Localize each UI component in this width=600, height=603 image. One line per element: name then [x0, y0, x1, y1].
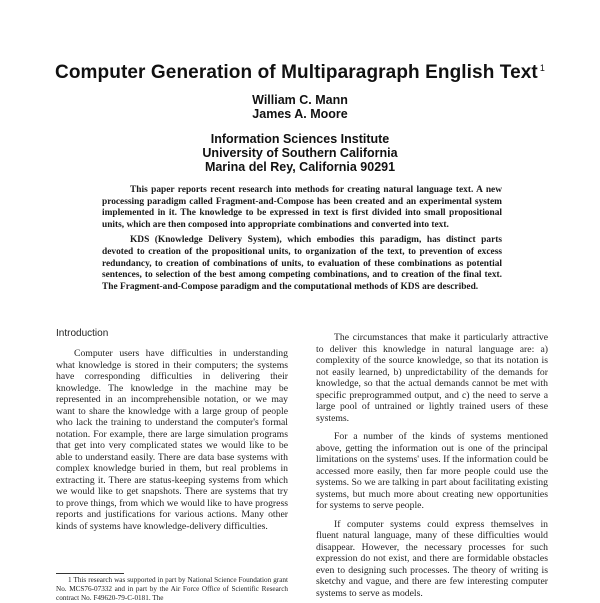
- right-paragraph-2: For a number of the kinds of systems mentioned above, getting the information out is one of the principal limitations on the systems' uses. If the information could be accessed more easily, then far more people could use the systems. So we are talking in part about facilitating existing systems, but much more about creating new opportunities for systems to serve people.: [316, 431, 548, 511]
- affiliation-institute: Information Sciences Institute: [210, 132, 390, 146]
- left-column: [56, 348, 288, 532]
- footnote-rule: [56, 573, 124, 574]
- affiliation-address: Marina del Rey, California 90291: [204, 160, 396, 174]
- paper-title: [20, 62, 580, 84]
- right-paragraph-1: The circumstances that make it particularly attractive to deliver this knowledge in natural language are: a) complexity of the source knowledge, so that its notation is not easily learned, b) unpredictability of the demands for knowledge, so that the actual demands cannot be met with specific preprogrammed output, and c) the need to serve a large pool of untrained or lightly trained users of these systems.: [316, 332, 548, 424]
- title-text: Computer Generation of Multiparagraph English Text: [55, 62, 538, 83]
- author-2: James A. Moore: [252, 107, 348, 121]
- author-1: William C. Mann: [252, 93, 348, 107]
- right-column: [316, 332, 548, 600]
- section-heading-introduction: Introduction: [56, 328, 109, 339]
- right-paragraph-3: If computer systems could express themselves in fluent natural language, many of these difficulties would disappear. However, the necessary processes for such expression do not exist, and there are formidable obstacles even to designing such processes. The theory of writing is sketchy and vague, and there are few interesting computer systems to serve as models.: [316, 518, 548, 599]
- footnote: [56, 576, 288, 603]
- abstract-paragraph-2: KDS (Knowledge Delivery System), which embodies this paradigm, has distinct parts devoted to creation of the propositional units, to organization of the text, to prevention of excess redundancy, to creation of combinations of units, to evaluation of these combinations as potential sentences, to selection of the best among competing combinations, and to creation of the final text. The Fragment-and-Compose paradigm and the computational methods of KDS are described.: [102, 235, 502, 292]
- footnote-text: 1 This research was supported in part by National Science Foundation grant No. MCS76-07332 and in part by the Air Force Office of Scientific Research contract No. F49620-79-C-0181. The: [56, 576, 288, 602]
- abstract-paragraph-1: This paper reports recent research into methods for creating natural language text. A new processing paradigm called Fragment-and-Compose has been created and an experimental system implemented in it. The knowledge to be expressed in text is first divided into small propositional units, which are then composed into appropriate combinations and converted into text.: [102, 185, 502, 230]
- title-footnote-mark: 1: [539, 63, 545, 73]
- affiliation-university: University of Southern California: [202, 146, 398, 160]
- left-paragraph-1: Computer users have difficulties in understanding what knowledge is stored in their computers; the systems have corresponding difficulties in delivering their knowledge. The knowledge in the machine may be represented in an incomprehensible notation, or we may want to share the knowledge with a large group of people who lack the training to understand the computer's formal notation. For example, there are large simulation programs that get into very complicated states we would like to be able to understand easily. There are data base systems with complex knowledge buried in them, but real problems in extracting it. There are status-keeping systems from which we would like to get snapshots. There are systems that try to prove things, from which we would like to have progress reports and justifications for various actions. Many other kinds of systems have knowledge-delivery difficulties.: [56, 348, 288, 532]
- abstract: [102, 185, 502, 293]
